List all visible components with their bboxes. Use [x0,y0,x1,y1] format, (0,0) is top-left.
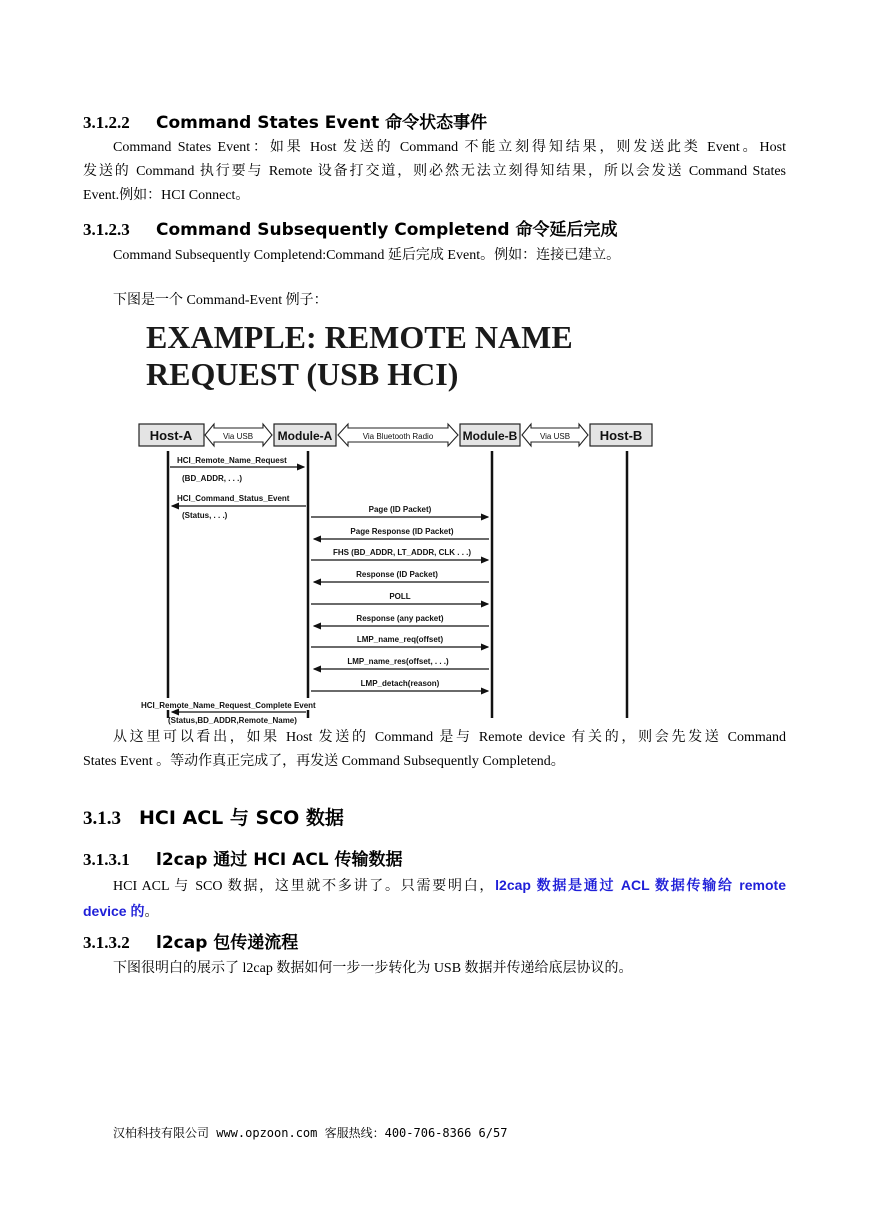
heading-title: Command Subsequently Completend 命令延后完成 [156,220,618,240]
heading-number: 3.1.3 [83,808,121,829]
paragraph-line: States Event 。等动作真正完成了，再发送 Command Subsequently Completend。 [83,754,565,769]
entity-host-a [139,424,204,446]
message-params: (BD_ADDR, . . .) [182,474,242,483]
message-label: Page Response (ID Packet) [350,527,454,536]
paragraph-command-states-event [83,136,786,208]
paragraph-acl-sco [83,873,786,925]
emphasis-text: device 的 [83,903,145,919]
message-label: Response (ID Packet) [356,570,438,579]
paragraph-l2cap-flow [83,957,786,981]
emphasis-text: l2cap 数据是通过 ACL 数据传输给 remote [495,877,786,893]
message-params: (Status, . . .) [182,511,228,520]
message-label: LMP_detach(reason) [360,679,440,688]
paragraph-line: 从这里可以看出，如果 Host 发送的 Command 是与 Remote device 有关的，则会先发送 Command [113,730,786,745]
paragraph-line: Command Subsequently Completend:Command 延后完成 Event。例如：连接已建立。 [113,248,621,263]
message-label: Response (any packet) [356,614,444,623]
paragraph-figure-intro [83,289,786,313]
paragraph-after-figure [83,726,786,774]
heading-3-1-2-2 [83,108,487,133]
heading-number: 3.1.2.2 [83,113,130,132]
paragraph-line: Event.例如：HCI Connect。 [83,188,250,203]
message-label: LMP_name_res(offset, . . .) [347,657,449,666]
figure-title-line-2: REQUEST (USB HCI) [146,356,459,392]
heading-3-1-3-2 [83,928,298,953]
heading-title: l2cap 包传递流程 [156,933,299,953]
entity-module-a [274,424,336,446]
paragraph-line: 发送的 Command 执行要与 Remote 设备打交道，则必然无法立刻得知结果，所以会发送 Command States [83,164,786,179]
entity-label: Module-A [277,429,333,443]
link-label: Via USB [539,432,571,441]
message-label: HCI_Remote_Name_Request_Complete Event [141,701,316,710]
text-run: HCI ACL 与 SCO 数据，这里就不多讲了。只需要明白， [113,879,496,894]
entity-label: Module-B [462,429,518,443]
paragraph-line: 下图很明白的展示了 l2cap 数据如何一步一步转化为 USB 数据并传递给底层协议的。 [113,961,633,976]
message-label: HCI_Remote_Name_Request [177,456,287,465]
heading-number: 3.1.3.1 [83,850,130,869]
paragraph-line: 下图是一个 Command-Event 例子： [113,293,328,308]
heading-number: 3.1.2.3 [83,220,130,239]
remote-name-request-diagram [130,318,655,728]
figure-title-line-1: EXAMPLE: REMOTE NAME [146,319,573,355]
heading-title: l2cap 通过 HCI ACL 传输数据 [156,850,403,870]
paragraph-line [83,873,786,899]
entity-host-b [590,424,652,446]
heading-title: HCI ACL 与 SCO 数据 [139,807,344,829]
heading-3-1-3 [83,803,344,830]
message-label: FHS (BD_ADDR, LT_ADDR, CLK . . .) [332,548,472,557]
heading-3-1-3-1 [83,845,403,870]
message-label: LMP_name_req(offset) [356,635,444,644]
entity-module-b [460,424,520,446]
message-label: POLL [389,592,411,601]
entity-label: Host-B [599,428,643,443]
heading-3-1-2-3 [83,215,618,240]
heading-number: 3.1.3.2 [83,933,130,952]
paragraph-line: Command States Event：如果 Host 发送的 Command 不能立刻得知结果，则发送此类 Event。Host [113,140,786,155]
link-label: Via Bluetooth Radio [362,432,434,441]
paragraph-command-subsequently [83,244,786,268]
page-footer: 汉柏科技有限公司 www.opzoon.com 客服热线：400-706-8366 6/57 [113,1126,508,1140]
paragraph-line [83,899,786,925]
message-label: HCI_Command_Status_Event [177,494,290,503]
heading-title: Command States Event 命令状态事件 [156,113,488,133]
message-params: (Status,BD_ADDR,Remote_Name) [168,716,297,725]
link-label: Via USB [222,432,254,441]
text-run: 。 [144,905,159,920]
entity-label: Host-A [149,428,193,443]
message-label: Page (ID Packet) [368,505,432,514]
